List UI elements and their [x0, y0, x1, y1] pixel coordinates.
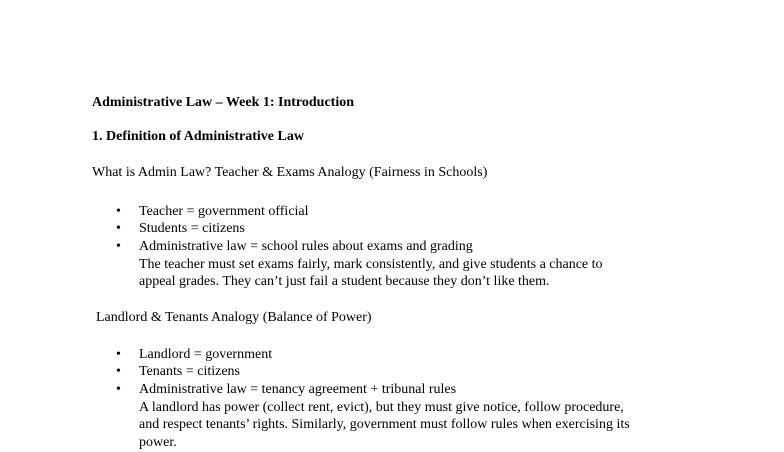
bullet-icon: •	[116, 239, 121, 254]
list-item: Teacher = government official	[139, 204, 309, 219]
list-item: Administrative law = school rules about exams and grading	[139, 239, 473, 254]
bullet-icon: •	[116, 204, 121, 219]
section-heading: 1. Definition of Administrative Law	[92, 129, 304, 144]
list-item: Landlord = government	[139, 347, 273, 362]
analogy1-heading: What is Admin Law? Teacher & Exams Analogy (Fairness in Schools)	[92, 165, 488, 180]
analogy2-explanation-line: A landlord has power (collect rent, evict), but they must give notice, follow procedure,	[139, 400, 624, 415]
document-title: Administrative Law – Week 1: Introduction	[92, 95, 354, 110]
analogy1-explanation-line: The teacher must set exams fairly, mark consistently, and give students a chance to	[139, 257, 603, 272]
list-item: Students = citizens	[139, 221, 245, 236]
bullet-icon: •	[116, 347, 121, 362]
analogy1-explanation-line: appeal grades. They can’t just fail a student because they don’t like them.	[139, 274, 550, 289]
analogy2-heading: Landlord & Tenants Analogy (Balance of Power)	[96, 310, 372, 325]
list-item: Administrative law = tenancy agreement + tribunal rules	[139, 382, 457, 397]
bullet-icon: •	[116, 221, 121, 236]
list-item: Tenants = citizens	[139, 364, 240, 379]
analogy2-explanation-line: and respect tenants’ rights. Similarly, government must follow rules when exercising its	[139, 417, 630, 432]
analogy2-explanation-line: power.	[139, 435, 177, 450]
bullet-icon: •	[116, 364, 121, 379]
bullet-icon: •	[116, 382, 121, 397]
